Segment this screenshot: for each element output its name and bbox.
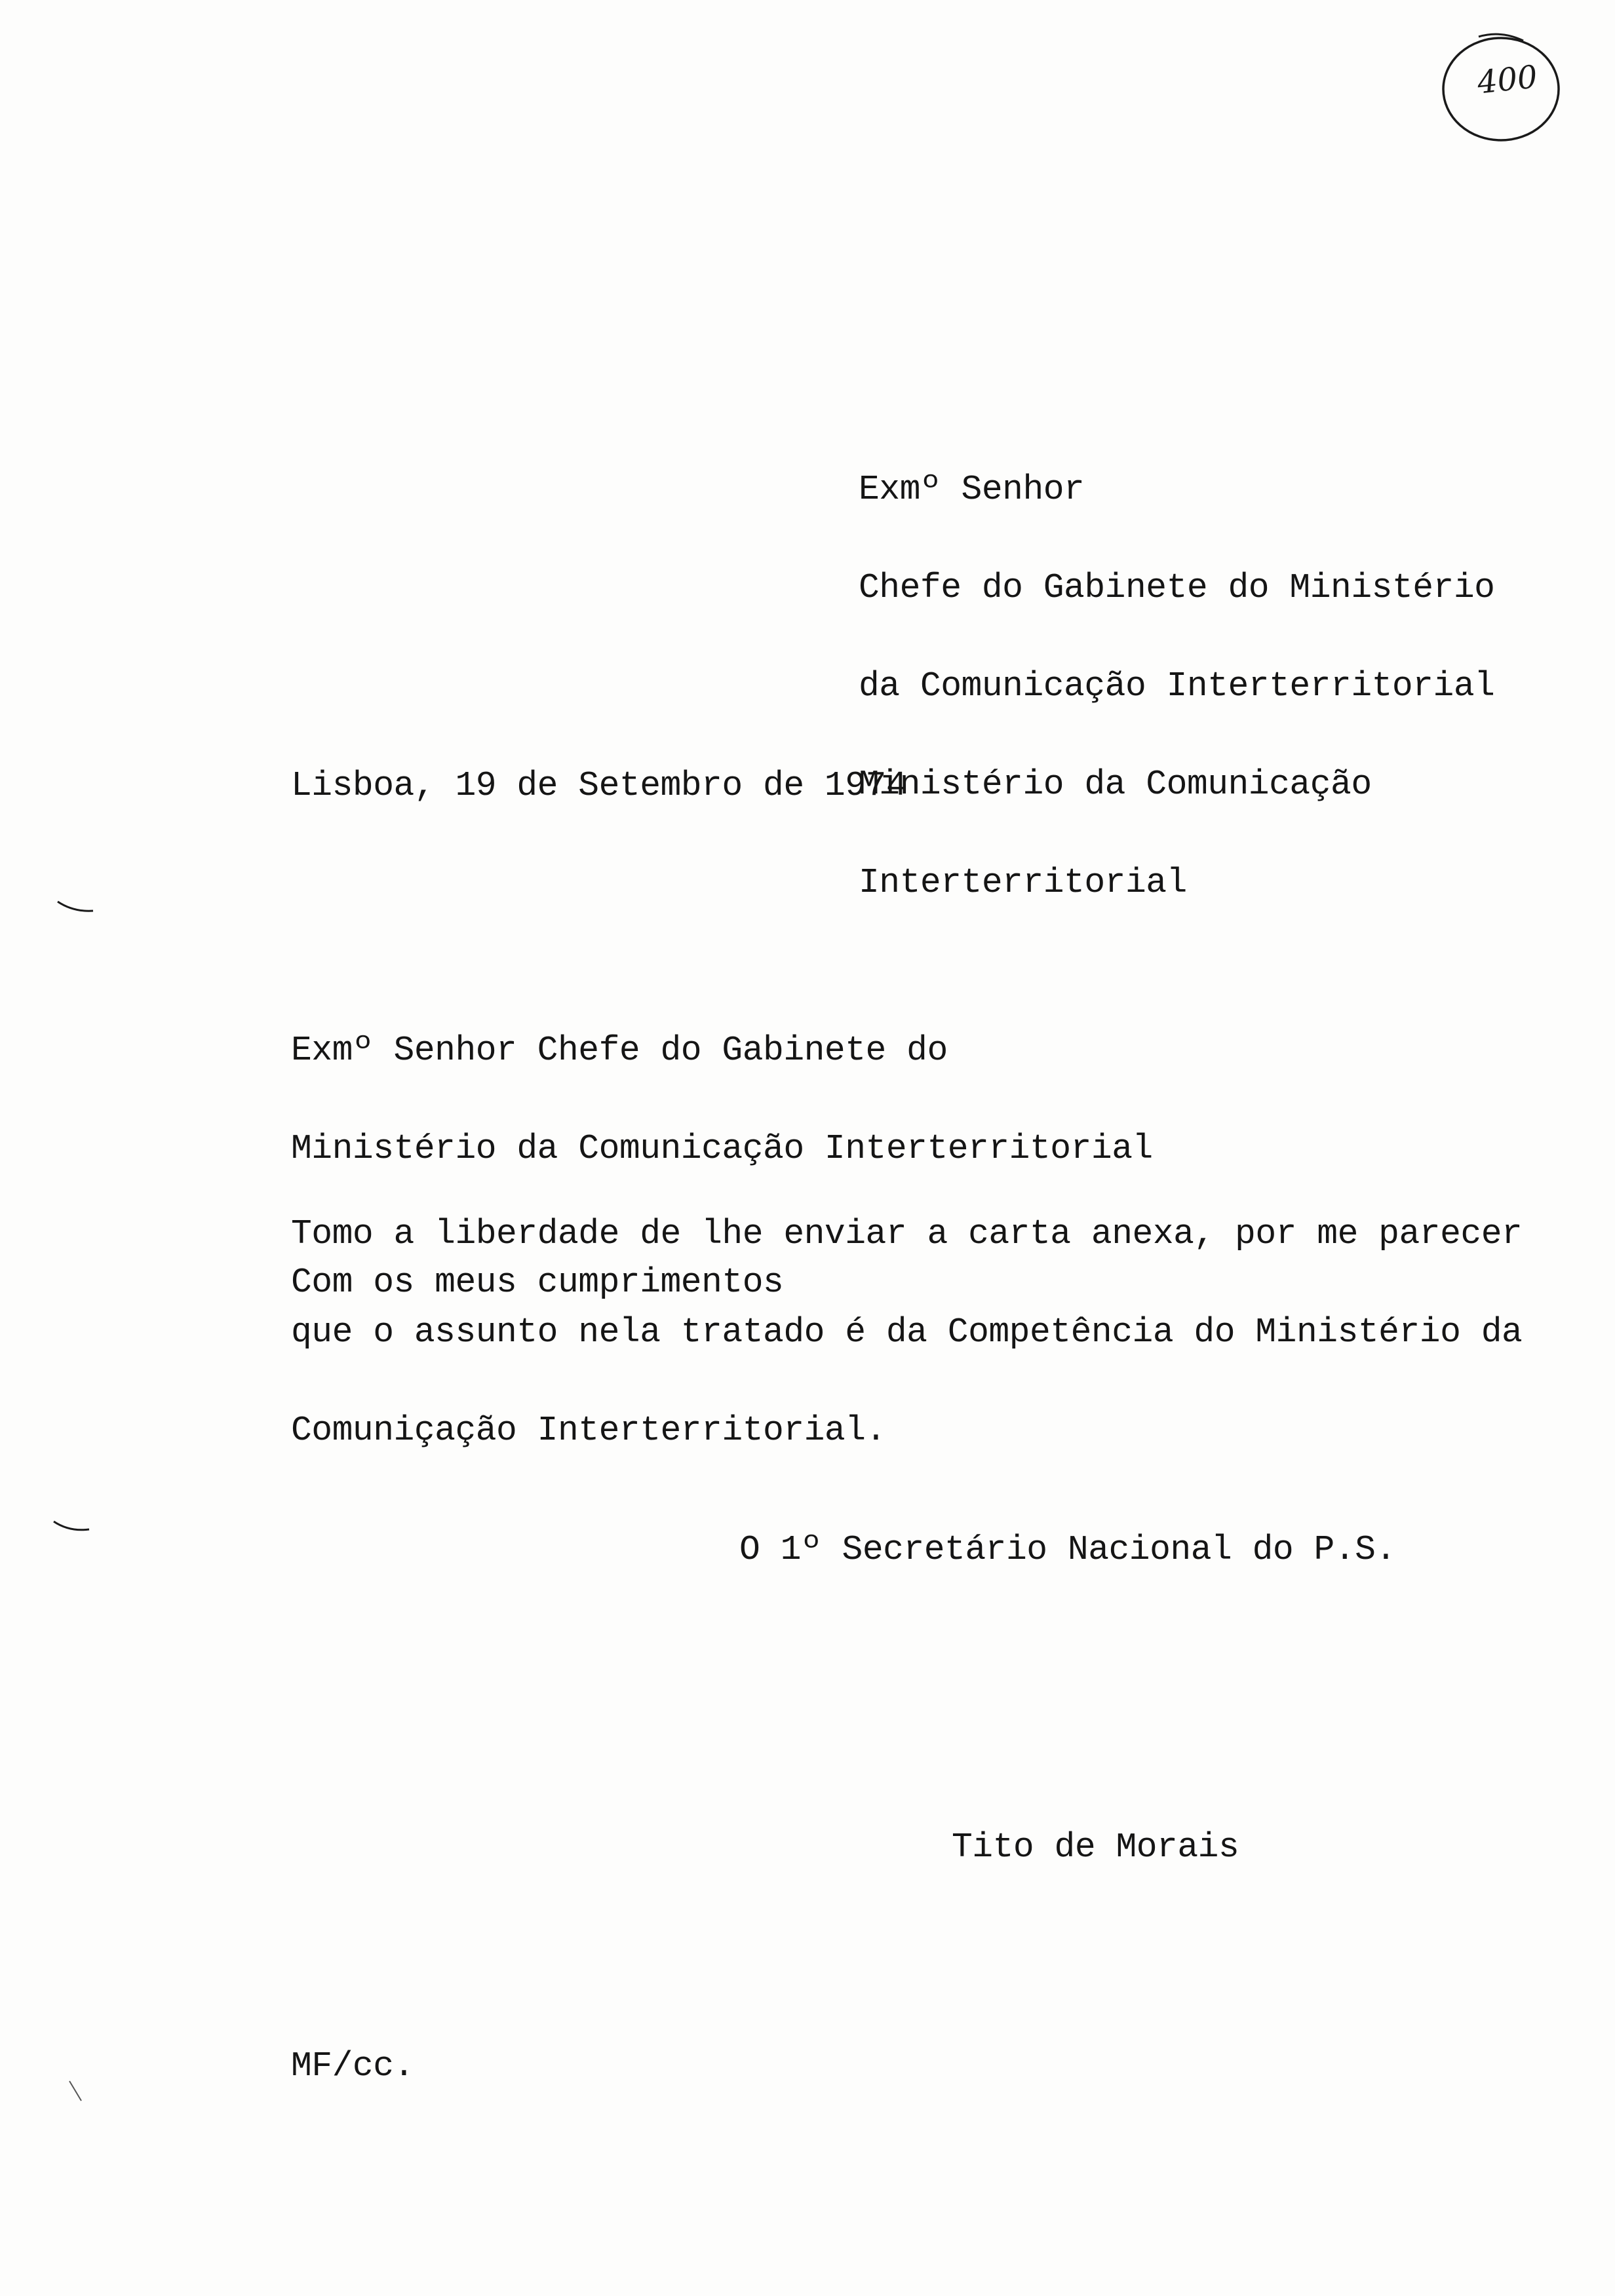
closing-line: Com os meus cumprimentos: [291, 1263, 784, 1302]
archive-number-stamp: [1439, 29, 1563, 145]
punch-mark-lower: [54, 1521, 89, 1530]
margin-tick: [69, 2081, 81, 2101]
archive-number: 400: [1475, 58, 1540, 102]
addressee-block: [859, 408, 1494, 965]
date-line: Lisboa, 19 de Setembro de 1974: [291, 766, 907, 805]
addressee-line: Chefe do Gabinete do Ministério: [859, 568, 1495, 607]
body-line: que o assunto nela tratado é da Competência do Ministério da: [291, 1312, 1523, 1352]
punch-mark-upper: [58, 902, 93, 911]
salutation-line: Ministério da Comunicação Interterritorial: [291, 1129, 1153, 1168]
addressee-line: Exmº Senhor: [859, 470, 1085, 509]
body-line: Tomo a liberdade de lhe enviar a carta anexa, por me parecer: [291, 1214, 1523, 1253]
reference-initials: MF/cc.: [291, 2046, 414, 2086]
body-line: Comuniçação Interterritorial.: [291, 1411, 886, 1450]
salutation-line: Exmº Senhor Chefe do Gabinete do: [291, 1031, 948, 1070]
signatory-name: Tito de Morais: [952, 1827, 1239, 1867]
letter-body: [291, 1152, 1522, 1512]
signatory-title: O 1º Secretário Nacional do P.S.: [739, 1530, 1396, 1569]
addressee-line: da Comunicação Interterritorial: [859, 666, 1495, 706]
addressee-line: Interterritorial: [859, 863, 1187, 902]
addressee-line: Ministério da Comunicação: [859, 765, 1372, 804]
